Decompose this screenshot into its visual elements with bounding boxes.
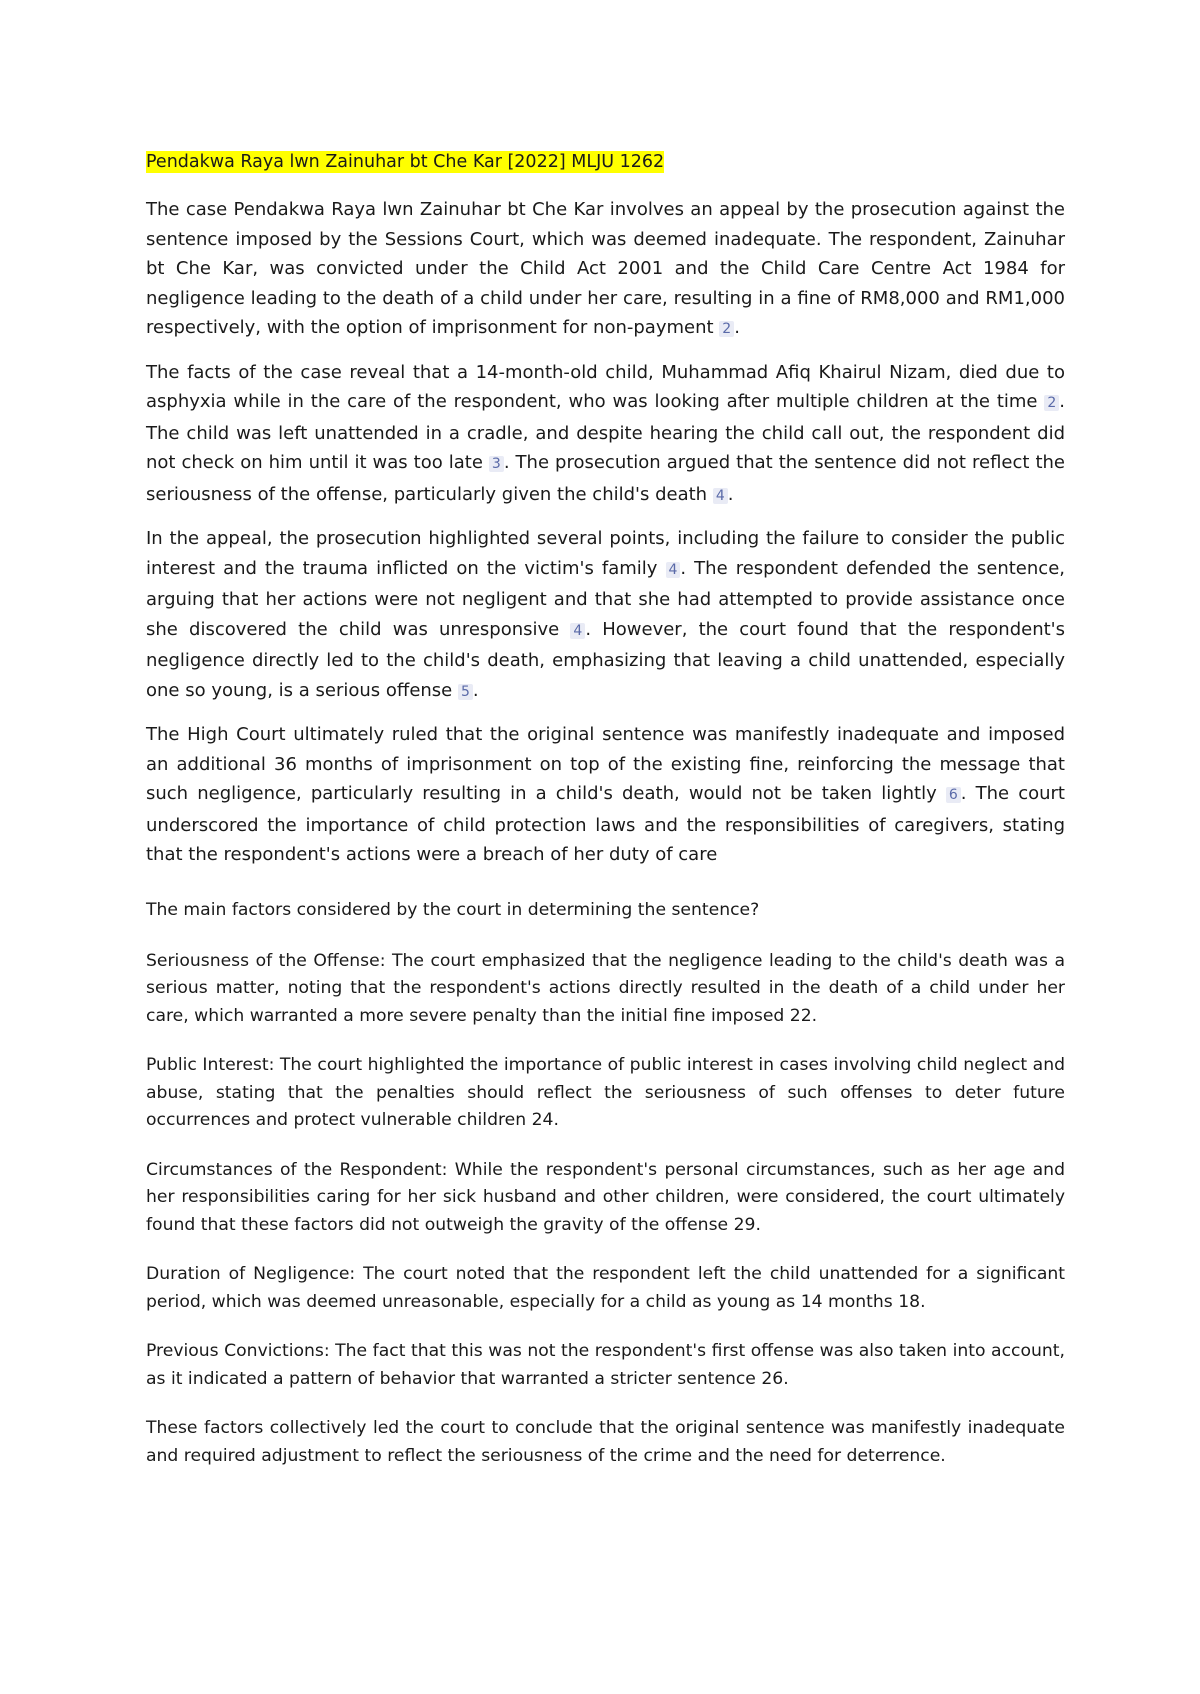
- factor-previous-convictions: Previous Convictions: The fact that this was not the respondent's first offense was also taken into account, as it indicated a pattern of behavior that warranted a stricter sentence 26.: [146, 1341, 1065, 1389]
- citation-link[interactable]: 2: [1044, 395, 1059, 411]
- paragraph-appeal-text-b: . The respondent defended the sentence, arguing that her actions were not negligent and that she had attempted to provide assistance once she discovered the child was unresponsive: [146, 557, 1065, 640]
- case-title: [146, 147, 1065, 177]
- paragraph-facts-text-a: The facts of the case reveal that a 14-month-old child, Muhammad Afiq Khairul Nizam, died due to asphyxia while in the care of the respondent, who was looking after multiple children at the time: [146, 361, 1065, 412]
- paragraph-summary: [146, 195, 1065, 345]
- citation-link[interactable]: 4: [713, 488, 728, 504]
- paragraph-end: .: [734, 317, 740, 338]
- paragraph-ruling: [146, 720, 1065, 870]
- paragraph-facts-text-c: . The prosecution argued that the sentence did not reflect the seriousness of the offense, particularly given the child's death: [146, 452, 1065, 505]
- paragraph-facts-text-b: . The child was left unattended in a cradle, and despite hearing the child call out, the respondent did not check on him until it was too late: [146, 391, 1065, 473]
- citation-link[interactable]: 6: [946, 787, 961, 803]
- conclusion-paragraph: These factors collectively led the court to conclude that the original sentence was manifestly inadequate and required adjustment to reflect the seriousness of the crime and the need for deterrence.: [146, 1418, 1065, 1466]
- paragraph-ruling-text-b: . The court underscored the importance of child protection laws and the responsibilities of caregivers, stating that the respondent's actions were a breach of her duty of care: [146, 783, 1065, 865]
- paragraph-summary-text: The case Pendakwa Raya lwn Zainuhar bt Che Kar involves an appeal by the prosecution against the sentence imposed by the Sessions Court, which was deemed inadequate. The respondent, Zainuhar bt Che Kar, was convicted under the Child Act 2001 and the Child Care Centre Act 1984 for negligence leading to the death of a child under her care, resulting in a fine of RM8,000 and RM1,000 respectively, with the option of imprisonment for non-payment: [146, 199, 1065, 338]
- citation-link[interactable]: 4: [666, 562, 681, 578]
- paragraph-appeal-text-c: . However, the court found that the respondent's negligence directly led to the child's death, emphasizing that leaving a child unattended, especially one so young, is a serious offense: [146, 618, 1066, 701]
- paragraph-facts: [146, 358, 1065, 512]
- paragraph-end: .: [727, 483, 734, 505]
- factor-circumstances: Circumstances of the Respondent: While the respondent's personal circumstances, such as her age and her responsibilities caring for her sick husband and other children, were considered, the court ultimately found that these factors did not outweigh the gravity of the offense 29.: [146, 1159, 1065, 1235]
- citation-link[interactable]: 2: [719, 321, 734, 337]
- paragraph-end: .: [472, 679, 479, 701]
- case-title-highlight: Pendakwa Raya lwn Zainuhar bt Che Kar [2022] MLJU 1262: [146, 152, 665, 172]
- factor-public-interest: Public Interest: The court highlighted the importance of public interest in cases involving child neglect and abuse, stating that the penalties should reflect the seriousness of such offenses to deter future occurrences and protect vulnerable children 24.: [146, 1055, 1065, 1130]
- paragraph-ruling-text-a: The High Court ultimately ruled that the original sentence was manifestly inadequate and imposed an additional 36 months of imprisonment on top of the existing fine, reinforcing the message that such negligence, particularly resulting in a child's death, would not be taken lightly: [146, 724, 1065, 804]
- factors-question: The main factors considered by the court in determining the sentence?: [146, 899, 760, 920]
- paragraph-appeal: [146, 524, 1065, 707]
- factor-duration: Duration of Negligence: The court noted that the respondent left the child unattended for a significant period, which was deemed unreasonable, especially for a child as young as 14 months 18.: [146, 1264, 1065, 1312]
- citation-link[interactable]: 5: [458, 684, 473, 700]
- factor-seriousness: Seriousness of the Offense: The court emphasized that the negligence leading to the child's death was a serious matter, noting that the respondent's actions directly resulted in the death of a child under her care, which warranted a more severe penalty than the initial fine imposed 22.: [146, 950, 1065, 1026]
- citation-link[interactable]: 3: [489, 456, 504, 472]
- citation-link[interactable]: 4: [570, 623, 585, 639]
- paragraph-appeal-text-a: In the appeal, the prosecution highlighted several points, including the failure to consider the public interest and the trauma inflicted on the victim's family: [146, 528, 1065, 579]
